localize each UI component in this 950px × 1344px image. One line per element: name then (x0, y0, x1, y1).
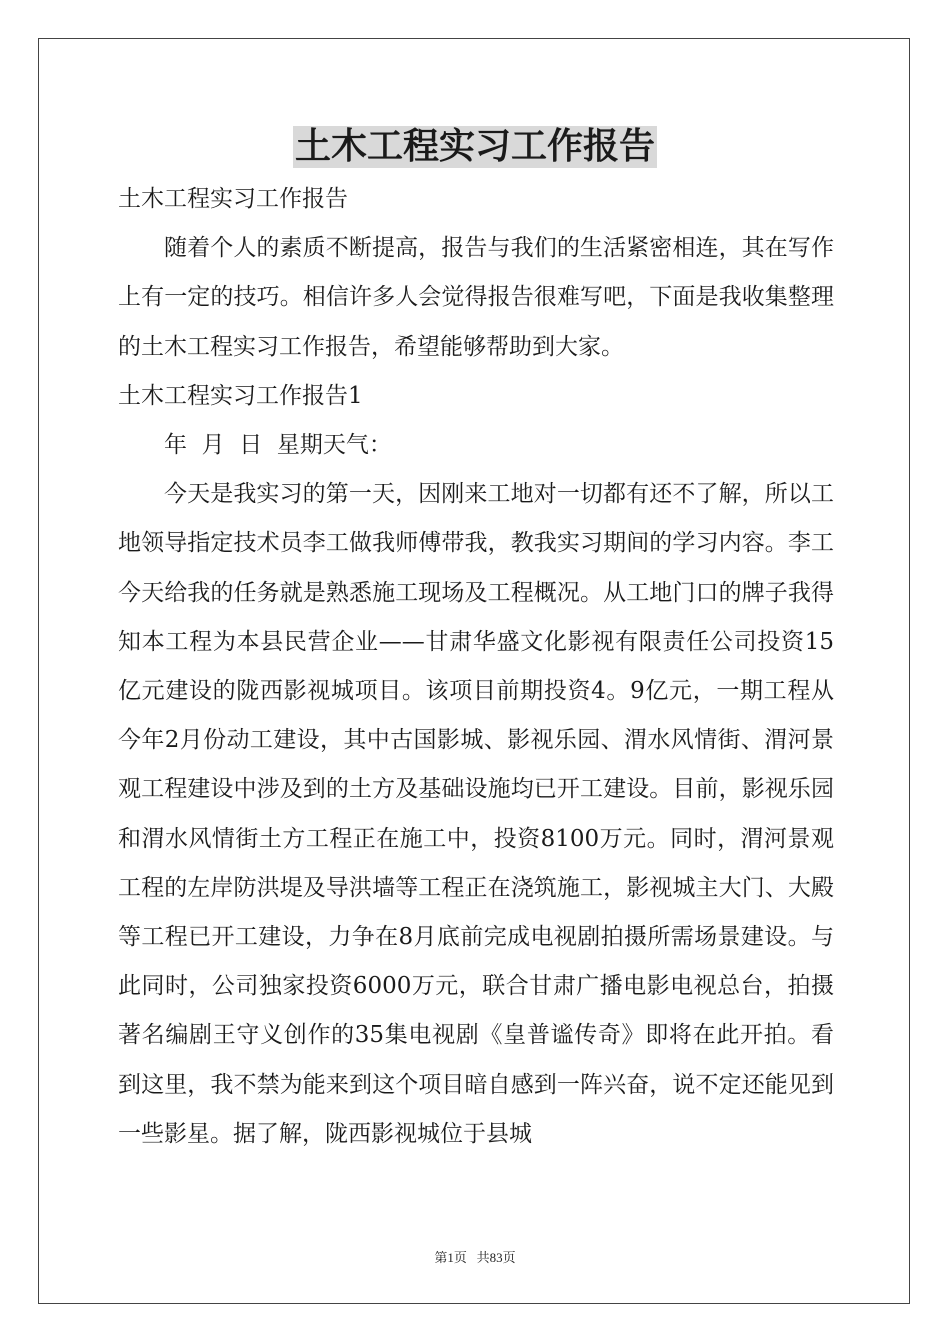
intro-paragraph: 随着个人的素质不断提高，报告与我们的生活紧密相连，其在写作上有一定的技巧。相信许多人会觉得报告很难写吧，下面是我收集整理的土木工程实习工作报告，希望能够帮助到大家。 (118, 235, 834, 360)
page-footer: 第1页 共83页 (434, 1250, 516, 1265)
section-heading: 土木工程实习工作报告1 (118, 382, 363, 409)
document-title: 土木工程实习工作报告 (294, 126, 655, 167)
document-subtitle: 土木工程实习工作报告 (118, 186, 348, 212)
body-paragraph: 今天是我实习的第一天，因刚来工地对一切都有还不了解，所以工地领导指定技术员李工做我师傅带我，教我实习期间的学习内容。李工今天给我的任务就是熟悉施工现场及工程概况。从工地门口的牌子我得知本工程为本县民营企业——甘肃华盛文化影视有限责任公司投资15亿元建设的陇西影视城项目。该项目前期投资4。9亿元，一期工程从今年2月份动工建设，其中古国影城、影视乐园、渭水风情街、渭河景观工程建设中涉及到的土方及基础设施均已开工建设。目前，影视乐园和渭水风情街土方工程正在施工中，投资8100万元。同时，渭河景观工程的左岸防洪堤及导洪墙等工程正在浇筑施工，影视城主大门、大殿等工程已开工建设，力争在8月底前完成电视剧拍摄所需场景建设。与此同时，公司独家投资6000万元，联合甘肃广播电影电视总台，拍摄著名编剧王守义创作的35集电视剧《皇普谧传奇》即将在此开拍。看到这里，我不禁为能来到这个项目暗自感到一阵兴奋，说不定还能见到一些影星。据了解，陇西影视城位于县城 (118, 481, 834, 1147)
document-body (118, 175, 834, 1159)
date-line: 年 月 日 星期天气： (164, 432, 392, 459)
document-title-wrapper (0, 126, 950, 175)
